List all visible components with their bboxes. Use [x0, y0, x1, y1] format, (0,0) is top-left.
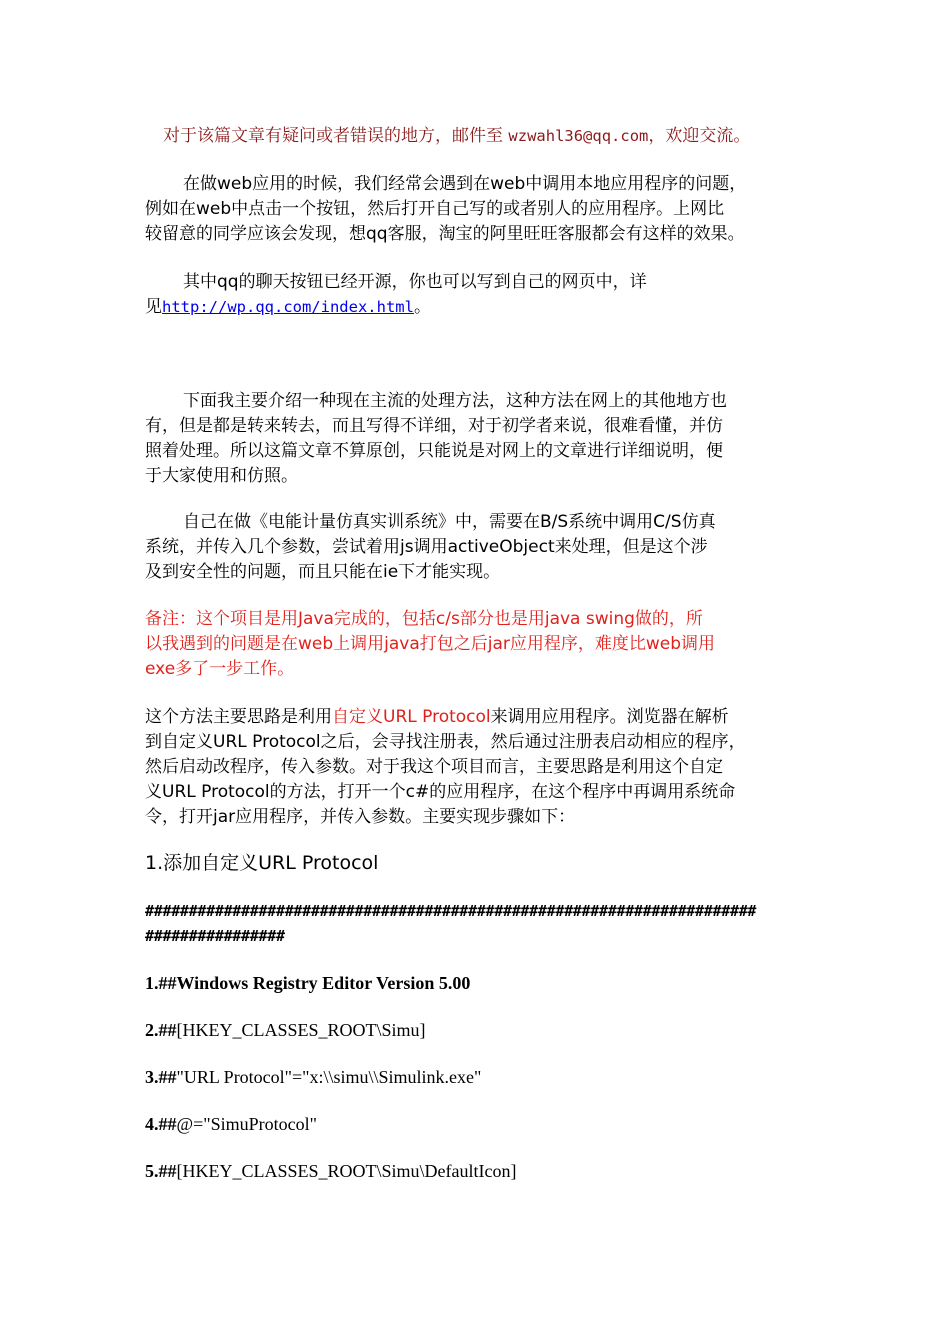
notice-email: wzwahl36@qq.com: [508, 127, 649, 145]
paragraph-qq: [145, 270, 810, 320]
registry-num: 4.##: [145, 1114, 177, 1134]
qq-link[interactable]: http://wp.qq.com/index.html: [162, 298, 414, 316]
para5-highlight: 自定义URL Protocol: [332, 707, 491, 727]
note-block: [145, 607, 810, 682]
para5-line3: 然后启动改程序，传入参数。对于我这个项目而言，主要思路是利用这个自定: [145, 757, 723, 777]
heading-text: 1.添加自定义URL Protocol: [145, 852, 379, 874]
para5-line5: 令，打开jar应用程序，并传入参数。主要实现步骤如下：: [145, 807, 576, 827]
para5-line2: 到自定义URL Protocol之后，会寻找注册表，然后通过注册表启动相应的程序，: [145, 732, 746, 752]
para2-line2: [145, 295, 810, 320]
hash-separator: [145, 899, 815, 949]
contact-notice: [163, 124, 823, 149]
paragraph-intro: [145, 172, 810, 247]
para1-line3: 较留意的同学应该会发现，想qq客服，淘宝的阿里旺旺客服都会有这样的效果。: [145, 224, 745, 244]
para1-line2: 例如在web中点击一个按钮，然后打开自己写的或者别人的应用程序。上网比: [145, 199, 725, 219]
registry-line: [145, 1018, 810, 1065]
para3-line4: 于大家使用和仿照。: [145, 466, 298, 486]
para2-suffix: 。: [413, 297, 431, 317]
registry-line: [145, 1112, 810, 1159]
para2-line1: 其中qq的聊天按钮已经开源，你也可以写到自己的网页中，详: [183, 272, 647, 292]
registry-text: [HKEY_CLASSES_ROOT\Simu]: [176, 1020, 426, 1040]
registry-text: "URL Protocol"="x:\\simu\\Simulink.exe": [176, 1067, 482, 1087]
para5-line4: 义URL Protocol的方法，打开一个c#的应用程序，在这个程序中再调用系统命: [145, 782, 736, 802]
registry-line: [145, 1065, 810, 1112]
note-line1: 备注：这个项目是用Java完成的，包括c/s部分也是用java swing做的，所: [145, 609, 703, 629]
registry-line: [145, 1159, 810, 1206]
registry-num: 2.##: [145, 1020, 177, 1040]
paragraph-project: [145, 510, 810, 585]
para5-prefix: 这个方法主要思路是利用: [145, 707, 332, 727]
registry-line: [145, 971, 810, 1018]
registry-text: Windows Registry Editor Version 5.00: [176, 973, 471, 993]
paragraph-method: [145, 389, 810, 489]
note-line3: exe多了一步工作。: [145, 659, 295, 679]
registry-code: [145, 971, 810, 1206]
registry-text: [HKEY_CLASSES_ROOT\Simu\DefaultIcon]: [176, 1161, 517, 1181]
para5-line1: [145, 705, 810, 730]
para4-line1: 自己在做《电能计量仿真实训系统》中，需要在B/S系统中调用C/S仿真: [183, 512, 716, 532]
notice-end: ，欢迎交流。: [648, 126, 751, 146]
para2-prefix: 见: [145, 297, 162, 317]
hash-line1: ######################################################################: [145, 902, 757, 920]
registry-text: @="SimuProtocol": [176, 1114, 317, 1134]
para5-suffix: 来调用应用程序。浏览器在解析: [490, 707, 729, 727]
registry-num: 5.##: [145, 1161, 177, 1181]
hash-line2: ################: [145, 927, 285, 945]
para4-line3: 及到安全性的问题，而且只能在ie下才能实现。: [145, 562, 501, 582]
para1-line1: 在做web应用的时候，我们经常会遇到在web中调用本地应用程序的问题，: [183, 174, 747, 194]
para3-line1: 下面我主要介绍一种现在主流的处理方法，这种方法在网上的其他地方也: [183, 391, 727, 411]
registry-num: 1.##: [145, 973, 177, 993]
para4-line2: 系统，并传入几个参数，尝试着用js调用activeObject来处理，但是这个涉: [145, 537, 708, 557]
para3-line2: 有，但是都是转来转去，而且写得不详细，对于初学者来说，很难看懂，并仿: [145, 416, 723, 436]
note-line2: 以我遇到的问题是在web上调用java打包之后jar应用程序，难度比web调用: [145, 634, 716, 654]
notice-text: 对于该篇文章有疑问或者错误的地方，邮件至: [163, 126, 503, 146]
paragraph-approach: [145, 705, 810, 830]
section-heading: [145, 851, 810, 876]
registry-num: 3.##: [145, 1067, 177, 1087]
para3-line3: 照着处理。所以这篇文章不算原创，只能说是对网上的文章进行详细说明，便: [145, 441, 723, 461]
